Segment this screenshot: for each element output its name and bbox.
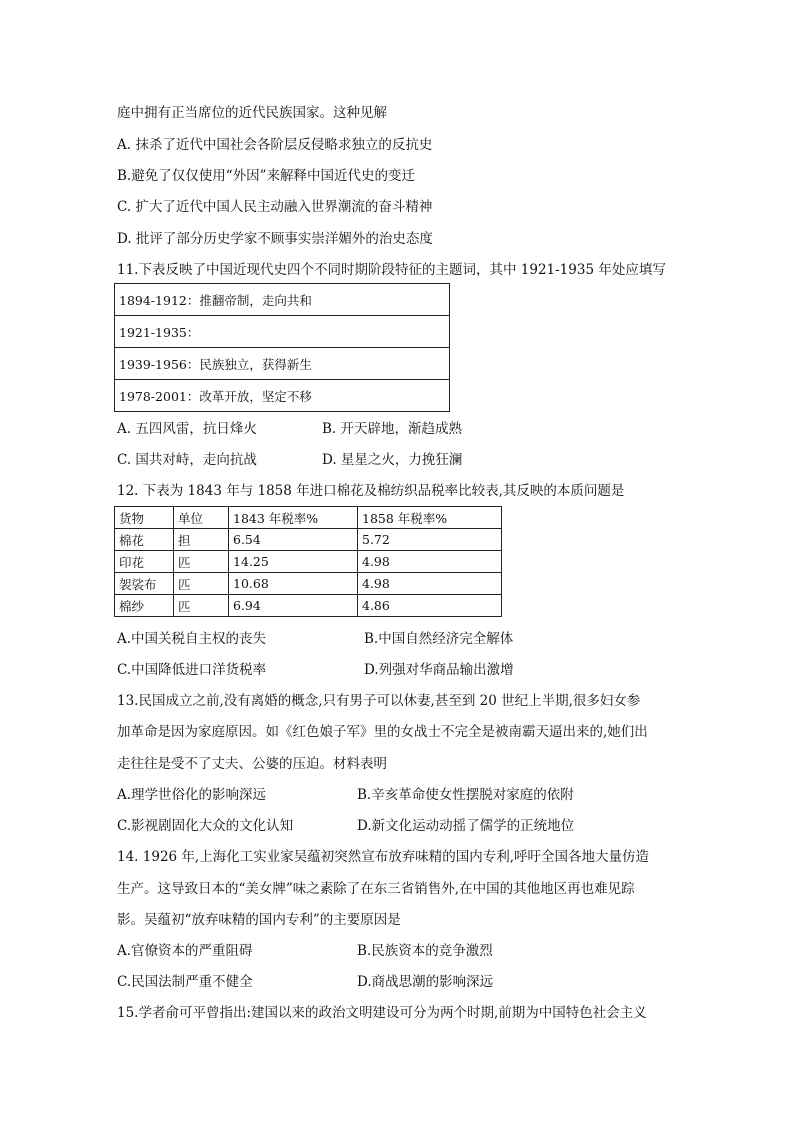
q11-stem: 11.下表反映了中国近现代史四个不同时期阶段特征的主题词，其中 1921-1935 年处应填写 xyxy=(117,262,666,278)
q13-option-a: A.理学世俗化的影响深远 xyxy=(117,787,267,803)
header-cell: 货物 xyxy=(115,507,174,529)
q12-option-d: D.列强对华商品输出激增 xyxy=(364,662,514,678)
table-row xyxy=(115,348,450,380)
table-cell: 匹 xyxy=(174,595,229,617)
table-cell: 1894-1912：推翻帝制，走向共和 xyxy=(115,284,450,316)
table-cell: 1921-1935： xyxy=(115,316,450,348)
table-row xyxy=(115,573,502,595)
q12-stem: 12. 下表为 1843 年与 1858 年进口棉花及棉纺织品税率比较表,其反映的本质问题是 xyxy=(117,483,625,499)
intro-option-d: D. 批评了部分历史学家不顾事实崇洋媚外的治史态度 xyxy=(117,231,433,247)
table-row xyxy=(115,284,450,316)
q11-option-d: D. 星星之火，力挽狂澜 xyxy=(322,452,463,468)
table-cell: 6.94 xyxy=(229,595,358,617)
table-cell: 担 xyxy=(174,529,229,551)
q14-line-3: 影。吴蕴初“放弃味精的国内专利”的主要原因是 xyxy=(117,912,401,928)
q12-option-b: B.中国自然经济完全解体 xyxy=(364,631,514,647)
q12-option-a: A.中国关税自主权的丧失 xyxy=(117,631,267,647)
q13-line-1: 13.民国成立之前,没有离婚的概念,只有男子可以休妻,甚至到 20 世纪上半期,很多妇女参 xyxy=(117,693,641,709)
header-cell: 1843 年税率% xyxy=(229,507,358,529)
table-cell: 袈裟布 xyxy=(115,573,174,595)
q11-option-a: A. 五四风雷，抗日烽火 xyxy=(117,421,257,437)
table-cell: 10.68 xyxy=(229,573,358,595)
q11-option-b: B. 开天辟地，渐趋成熟 xyxy=(322,421,463,437)
intro-option-c: C. 扩大了近代中国人民主动融入世界潮流的奋斗精神 xyxy=(117,199,433,215)
q11-option-c: C. 国共对峙，走向抗战 xyxy=(117,452,257,468)
q11-table xyxy=(114,283,450,412)
q13-option-b: B.辛亥革命使女性摆脱对家庭的依附 xyxy=(357,787,574,803)
table-cell: 4.86 xyxy=(358,595,502,617)
q14-option-b: B.民族资本的竞争激烈 xyxy=(357,943,493,959)
intro-option-a: A. 抹杀了近代中国社会各阶层反侵略求独立的反抗史 xyxy=(117,137,433,153)
table-cell: 4.98 xyxy=(358,551,502,573)
table-header-row xyxy=(115,507,502,529)
q13-line-2: 加革命是因为家庭原因。如《红色娘子军》里的女战士不完全是被南霸天逼出来的,她们出 xyxy=(117,724,648,740)
table-row xyxy=(115,316,450,348)
table-row xyxy=(115,529,502,551)
intro-option-b: B.避免了仅仅使用“外因”来解释中国近代史的变迁 xyxy=(117,168,416,184)
table-cell: 1939-1956：民族独立，获得新生 xyxy=(115,348,450,380)
table-cell: 4.98 xyxy=(358,573,502,595)
header-cell: 1858 年税率% xyxy=(358,507,502,529)
table-cell: 14.25 xyxy=(229,551,358,573)
q14-option-d: D.商战思潮的影响深远 xyxy=(357,974,494,990)
table-row xyxy=(115,380,450,412)
intro-line: 庭中拥有正当席位的近代民族国家。这种见解 xyxy=(117,105,387,121)
q14-line-2: 生产。这导致日本的“美女牌”味之素除了在东三省销售外,在中国的其他地区再也难见踪 xyxy=(117,881,635,897)
q14-option-a: A.官僚资本的严重阻碍 xyxy=(117,943,253,959)
table-cell: 印花 xyxy=(115,551,174,573)
q12-table xyxy=(114,506,502,617)
q14-line-1: 14. 1926 年,上海化工实业家吴蕴初突然宣布放弃味精的国内专利,呼吁全国各地大量仿造 xyxy=(117,849,649,865)
table-cell: 棉花 xyxy=(115,529,174,551)
table-cell: 6.54 xyxy=(229,529,358,551)
table-cell: 棉纱 xyxy=(115,595,174,617)
table-row xyxy=(115,595,502,617)
q12-option-c: C.中国降低进口洋货税率 xyxy=(117,662,267,678)
header-cell: 单位 xyxy=(174,507,229,529)
q15-line-1: 15.学者俞可平曾指出:建国以来的政治文明建设可分为两个时期,前期为中国特色社会主义 xyxy=(117,1005,647,1021)
table-cell: 匹 xyxy=(174,573,229,595)
table-cell: 1978-2001：改革开放，坚定不移 xyxy=(115,380,450,412)
q13-option-d: D.新文化运动动摇了儒学的正统地位 xyxy=(357,818,575,834)
q13-line-3: 走往往是受不了丈夫、公婆的压迫。材料表明 xyxy=(117,756,387,772)
table-cell: 匹 xyxy=(174,551,229,573)
q14-option-c: C.民国法制严重不健全 xyxy=(117,974,253,990)
q13-option-c: C.影视剧固化大众的文化认知 xyxy=(117,818,294,834)
table-cell: 5.72 xyxy=(358,529,502,551)
table-row xyxy=(115,551,502,573)
